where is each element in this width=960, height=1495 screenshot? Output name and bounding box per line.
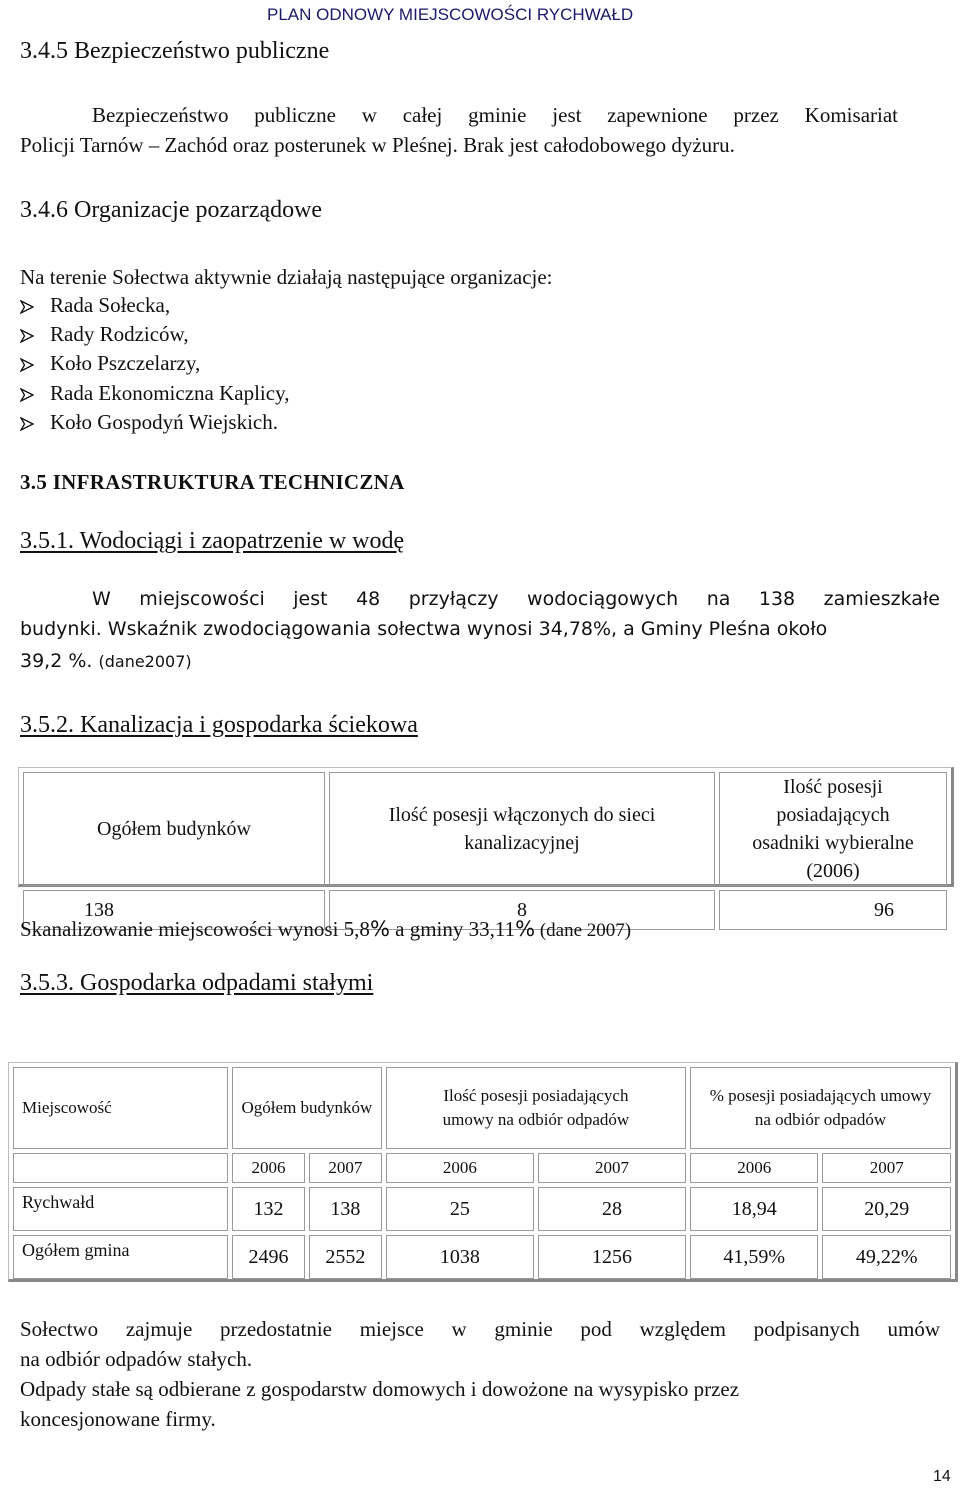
ngo-item-label: Rady Rodziców, (50, 322, 189, 346)
arrow-bullet-icon (20, 388, 34, 402)
infra-title: 3.5 INFRASTRUKTURA TECHNICZNA (20, 470, 405, 494)
sewer-summary-source: (dane 2007) (535, 920, 632, 941)
sewer-summary-percent-gmina: % (515, 917, 536, 941)
waste-cell: 1256 (538, 1235, 686, 1279)
waste-cell: 138 (309, 1187, 382, 1231)
waste-cell: 41,59% (690, 1235, 819, 1279)
water-source-note: (dane2007) (98, 652, 192, 671)
arrow-bullet-icon (20, 329, 34, 343)
waste-cell: 25 (386, 1187, 534, 1231)
waste-table (8, 1062, 958, 1282)
waste-cell: 20,29 (822, 1187, 951, 1231)
arrow-bullet-icon (20, 358, 34, 372)
waste-year-cell: 2006 (386, 1153, 534, 1183)
sewer-value-tanks: 96 (719, 890, 947, 930)
waste-title: 3.5.3. Gospodarka odpadami stałymi (20, 970, 374, 996)
waste-paragraph-2-line-1: Odpady stałe są odbierane z gospodarstw domowych i dowożone na wysypisko przez (20, 1377, 740, 1401)
ngo-list-item (20, 322, 189, 347)
ngo-list-item (20, 293, 170, 318)
water-title: 3.5.1. Wodociągi i zaopatrzenie w wodę (20, 528, 405, 554)
table-row (13, 1187, 951, 1231)
waste-row-name: Rychwałd (13, 1187, 228, 1231)
waste-header-percent: % posesji posiadających umowy na odbiór odpadów (690, 1067, 951, 1149)
ngo-item-label: Rada Ekonomiczna Kaplicy, (50, 381, 290, 405)
sewer-header-connected: Ilość posesji włączonych do sieci kanalizacyjnej (329, 772, 715, 886)
waste-year-cell: 2007 (309, 1153, 382, 1183)
ngo-item-label: Rada Sołecka, (50, 293, 171, 317)
waste-header-contracts: Ilość posesji posiadających umowy na odbiór odpadów (386, 1067, 686, 1149)
ngo-item-label: Koło Gospodyń Wiejskich. (50, 410, 279, 434)
sewer-summary (20, 917, 631, 942)
waste-cell: 28 (538, 1187, 686, 1231)
waste-year-spacer (13, 1153, 228, 1183)
water-line-2: budynki. Wskaźnik zwodociągowania sołectwa wynosi 34,78%, a Gminy Pleśna około (20, 618, 828, 640)
water-percent-text: 39,2 %. (20, 650, 93, 672)
waste-cell: 18,94 (690, 1187, 819, 1231)
arrow-bullet-icon (20, 417, 34, 431)
water-line-3 (20, 650, 192, 672)
sewer-summary-text: Skanalizowanie miejscowości wynosi 5,8 (20, 917, 370, 941)
waste-paragraph-2-line-2: koncesjonowane firmy. (20, 1407, 216, 1431)
waste-row-name: Ogółem gmina (13, 1235, 228, 1279)
waste-cell: 49,22% (822, 1235, 951, 1279)
ngo-intro: Na terenie Sołectwa aktywnie działają następujące organizacje: (20, 265, 553, 289)
waste-paragraph-1-line-1: Sołectwo zajmuje przedostatnie miejsce w gminie pod względem podpisanych umów (20, 1317, 940, 1341)
sewer-table (18, 767, 954, 921)
page-number: 14 (933, 1468, 951, 1485)
waste-header-place: Miejscowość (13, 1067, 228, 1149)
water-line-1: W miejscowości jest 48 przyłączy wodociągowych na 138 zamieszkałe (92, 588, 940, 610)
ngo-item-label: Koło Pszczelarzy, (50, 351, 201, 375)
waste-paragraph-1-line-2: na odbiór odpadów stałych. (20, 1347, 253, 1371)
sewer-value-total: 138 (23, 890, 325, 930)
sewer-summary-gmina: a gminy 33,11 (389, 917, 516, 941)
waste-year-cell: 2007 (538, 1153, 686, 1183)
waste-cell: 2552 (309, 1235, 382, 1279)
running-head: PLAN ODNOWY MIEJSCOWOŚCI RYCHWAŁD (267, 5, 634, 24)
arrow-bullet-icon (20, 300, 34, 314)
waste-year-cell: 2007 (822, 1153, 951, 1183)
sewer-value-connected: 8 (329, 890, 715, 930)
sewer-summary-percent-village: % (369, 917, 390, 941)
section-title-security: 3.4.5 Bezpieczeństwo publiczne (20, 38, 330, 64)
security-line-2: Policji Tarnów – Zachód oraz posterunek w Pleśnej. Brak jest całodobowego dyżuru. (20, 133, 735, 157)
ngo-list-item (20, 410, 278, 435)
waste-cell: 2496 (232, 1235, 305, 1279)
table-row (13, 1235, 951, 1279)
waste-cell: 1038 (386, 1235, 534, 1279)
security-line-1: Bezpieczeństwo publiczne w całej gminie jest zapewnione przez Komisariat (92, 103, 898, 127)
waste-cell: 132 (232, 1187, 305, 1231)
sewer-title: 3.5.2. Kanalizacja i gospodarka ściekowa (20, 712, 418, 738)
waste-header-total: Ogółem budynków (232, 1067, 382, 1149)
sewer-header-total: Ogółem budynków (23, 772, 325, 886)
ngo-title: 3.4.6 Organizacje pozarządowe (20, 197, 323, 223)
sewer-header-tanks: Ilość posesji posiadających osadniki wybieralne (2006) (719, 772, 947, 886)
ngo-list-item (20, 351, 200, 376)
ngo-list-item (20, 381, 289, 406)
waste-year-cell: 2006 (690, 1153, 819, 1183)
waste-year-cell: 2006 (232, 1153, 305, 1183)
